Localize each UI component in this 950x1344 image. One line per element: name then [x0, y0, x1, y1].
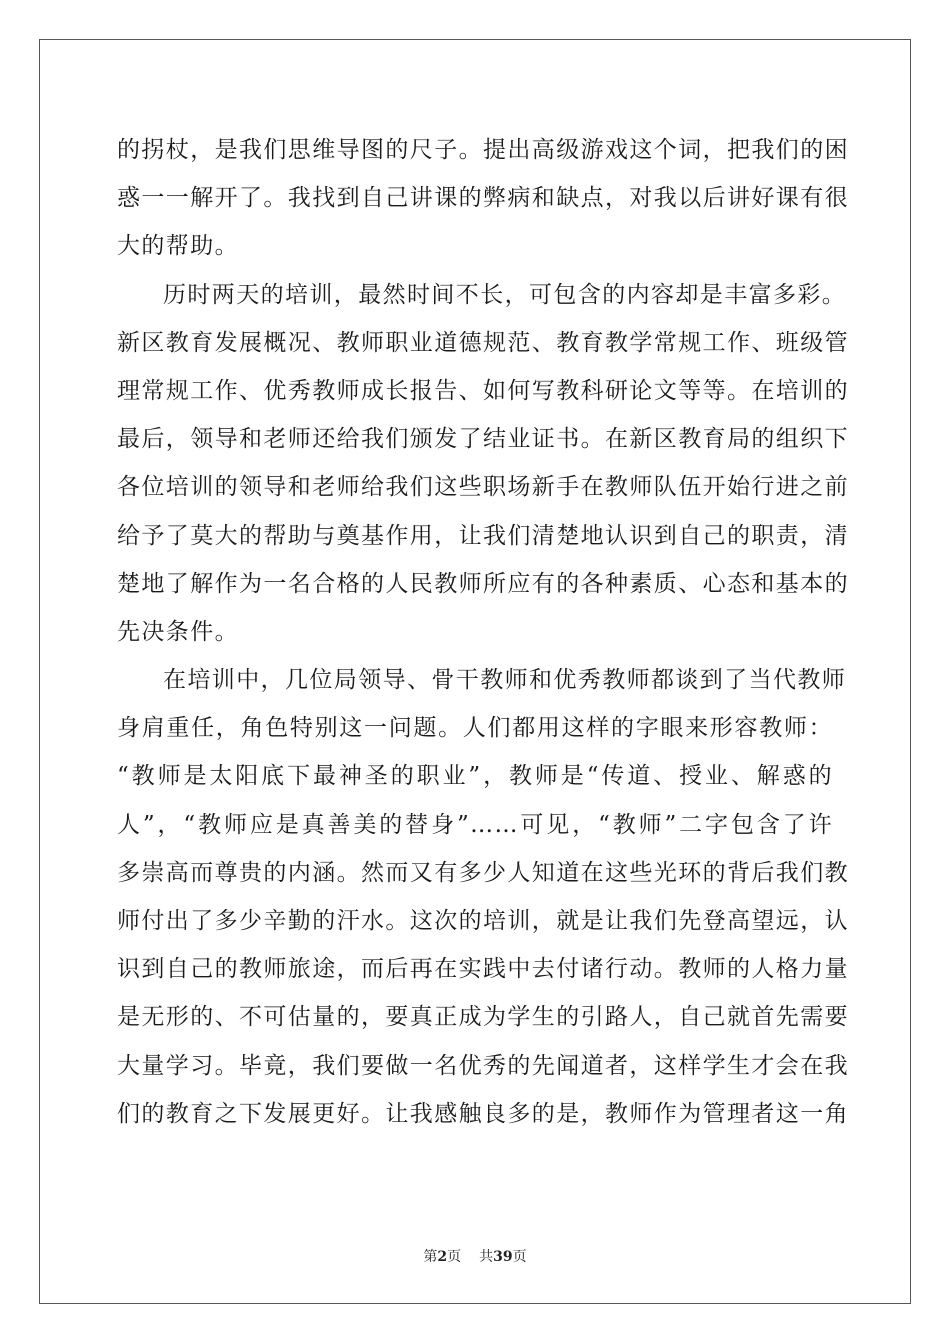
- page-suffix: 页: [447, 1249, 462, 1265]
- text-line: 识到自己的教师旅途，而后再在实践中去付诸行动。教师的人格力量: [117, 956, 849, 983]
- total-suffix: 页: [512, 1249, 527, 1265]
- page-prefix: 第: [423, 1249, 438, 1265]
- paragraph-2: [117, 271, 849, 657]
- text-line: 先决条件。: [117, 618, 239, 645]
- text-line: 最后，领导和老师还给我们颁发了结业证书。在新区教育局的组织下: [117, 426, 849, 453]
- paragraph-1: [117, 126, 849, 271]
- text-line: 给予了莫大的帮助与奠基作用，让我们清楚地认识到自己的职责，清: [117, 522, 849, 549]
- text-line: 是无形的、不可估量的，要真正成为学生的引路人，自己就首先需要: [117, 1004, 849, 1031]
- text-line: 师付出了多少辛勤的汗水。这次的培训，就是让我们先登高望远，认: [117, 908, 849, 934]
- text-line: 人”，“教师应是真善美的替身”……可见，“教师”二字包含了许: [117, 811, 833, 838]
- text-line: 大的帮助。: [117, 233, 239, 260]
- paragraph-3: [117, 656, 849, 1138]
- text-line: 惑一一解开了。我找到自己讲课的弊病和缺点，对我以后讲好课有很: [117, 185, 849, 212]
- text-line: 在培训中，几位局领导、骨干教师和优秀教师都谈到了当代教师: [163, 667, 847, 694]
- text-line: 历时两天的培训，最然时间不长，可包含的内容却是丰富多彩。: [163, 281, 847, 308]
- total-pages: 39: [493, 1249, 513, 1265]
- text-line: 的拐杖，是我们思维导图的尺子。提出高级游戏这个词，把我们的困: [117, 137, 849, 163]
- text-line: 各位培训的领导和老师给我们这些职场新手在教师队伍开始行进之前: [117, 474, 849, 501]
- text-line: 们的教育之下发展更好。让我感触良多的是，教师作为管理者这一角: [117, 1100, 849, 1127]
- page-footer: [0, 1247, 950, 1267]
- text-line: “教师是太阳底下最神圣的职业”，教师是“传道、授业、解惑的: [117, 763, 833, 790]
- total-prefix: 共: [479, 1249, 494, 1265]
- page-number: 2: [437, 1249, 448, 1265]
- text-line: 新区教育发展概况、教师职业道德规范、教育教学常规工作、班级管: [117, 329, 849, 356]
- document-body: [117, 126, 849, 1138]
- text-line: 理常规工作、优秀教师成长报告、如何写教科研论文等等。在培训的: [117, 377, 849, 404]
- text-line: 楚地了解作为一名合格的人民教师所应有的各种素质、心态和基本的: [117, 570, 849, 597]
- text-line: 身肩重任，角色特别这一问题。人们都用这样的字眼来形容教师：: [117, 715, 833, 742]
- text-line: 大量学习。毕竟，我们要做一名优秀的先闻道者，这样学生才会在我: [117, 1052, 849, 1079]
- text-line: 多崇高而尊贵的内涵。然而又有多少人知道在这些光环的背后我们教: [117, 859, 849, 886]
